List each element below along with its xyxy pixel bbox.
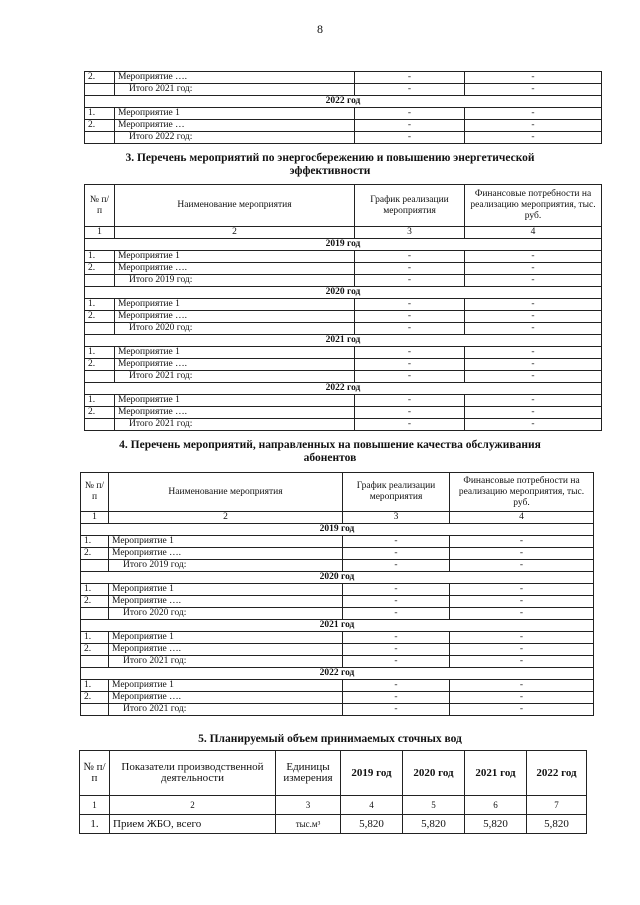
year-row [81, 620, 594, 632]
measure-name: Мероприятие …. [115, 263, 355, 275]
table-row [85, 395, 602, 407]
finance-value: - [465, 419, 602, 431]
schedule-value: - [355, 359, 465, 371]
schedule-value: - [343, 596, 450, 608]
col-number: 6 [465, 796, 527, 815]
row-number: 2. [85, 311, 115, 323]
year-label: 2022 год [81, 668, 594, 680]
header-2021: 2021 год [465, 751, 527, 796]
header-number: № п/п [81, 473, 109, 512]
finance-value: - [465, 395, 602, 407]
total-label: Итого 2022 год: [115, 132, 355, 144]
measure-name: Мероприятие …. [115, 359, 355, 371]
table-row [80, 815, 587, 834]
year-row [85, 96, 602, 108]
finance-value: - [450, 536, 594, 548]
schedule-value: - [355, 299, 465, 311]
finance-value: - [450, 548, 594, 560]
finance-value: - [450, 704, 594, 716]
col-number: 1 [85, 227, 115, 239]
schedule-value: - [343, 584, 450, 596]
header-2022: 2022 год [527, 751, 587, 796]
header-number: № п/п [85, 185, 115, 227]
header-unit: Единицы измерения [276, 751, 341, 796]
measure-name: Мероприятие …. [115, 407, 355, 419]
total-row [81, 656, 594, 668]
continuation-table [84, 71, 602, 144]
col-number: 3 [343, 512, 450, 524]
row-number: 1. [85, 395, 115, 407]
schedule-value: - [343, 560, 450, 572]
measure-name: Мероприятие 1 [115, 251, 355, 263]
year-label: 2021 год [85, 335, 602, 347]
finance-value: - [450, 632, 594, 644]
finance-value: - [465, 72, 602, 84]
col-number: 1 [80, 796, 110, 815]
col-number: 2 [109, 512, 343, 524]
measure-name: Мероприятие 1 [115, 299, 355, 311]
finance-value: - [450, 680, 594, 692]
section3-title [60, 152, 600, 178]
finance-value: - [465, 347, 602, 359]
table-row [85, 108, 602, 120]
row-number [85, 132, 115, 144]
year-row [85, 287, 602, 299]
year-row [85, 335, 602, 347]
table-row [85, 311, 602, 323]
schedule-value: - [343, 632, 450, 644]
measure-name: Мероприятие …. [109, 548, 343, 560]
year-label: 2022 год [85, 383, 602, 395]
schedule-value: - [355, 108, 465, 120]
value-2020: 5,820 [403, 815, 465, 834]
measure-name: Мероприятие …. [115, 72, 355, 84]
year-row [85, 383, 602, 395]
header-name: Наименование мероприятия [115, 185, 355, 227]
total-label: Итого 2021 год: [109, 656, 343, 668]
value-2019: 5,820 [341, 815, 403, 834]
schedule-value: - [355, 84, 465, 96]
col-number: 4 [465, 227, 602, 239]
table-row [85, 359, 602, 371]
section5-title: 5. Планируемый объем принимаемых сточных вод [198, 733, 462, 745]
value-2021: 5,820 [465, 815, 527, 834]
row-number: 1. [85, 108, 115, 120]
total-row [85, 323, 602, 335]
schedule-value: - [343, 680, 450, 692]
schedule-value: - [355, 419, 465, 431]
row-number [85, 275, 115, 287]
measure-name: Мероприятие 1 [109, 632, 343, 644]
measure-name: Мероприятие … [115, 120, 355, 132]
col-number: 7 [527, 796, 587, 815]
schedule-value: - [343, 548, 450, 560]
header-indicator: Показатели производственной деятельности [110, 751, 276, 796]
schedule-value: - [355, 120, 465, 132]
finance-value: - [465, 359, 602, 371]
total-label: Итого 2019 год: [109, 560, 343, 572]
total-row [81, 704, 594, 716]
col-number: 5 [403, 796, 465, 815]
row-number: 1. [85, 347, 115, 359]
year-row [85, 239, 602, 251]
finance-value: - [465, 84, 602, 96]
total-row [81, 608, 594, 620]
row-number [85, 84, 115, 96]
finance-value: - [465, 251, 602, 263]
schedule-value: - [355, 347, 465, 359]
finance-value: - [450, 608, 594, 620]
measure-name: Мероприятие 1 [109, 584, 343, 596]
total-row [85, 419, 602, 431]
schedule-value: - [355, 263, 465, 275]
measure-name: Мероприятие 1 [115, 395, 355, 407]
section4-title-line2: абонентов [303, 452, 357, 464]
schedule-value: - [355, 323, 465, 335]
page-number: 8 [317, 22, 323, 36]
schedule-value: - [343, 536, 450, 548]
finance-value: - [465, 299, 602, 311]
col-number: 2 [115, 227, 355, 239]
measure-name: Мероприятие 1 [115, 347, 355, 359]
year-label: 2020 год [81, 572, 594, 584]
section4-table [80, 472, 594, 716]
finance-value: - [465, 108, 602, 120]
total-label: Итого 2021 год: [115, 84, 355, 96]
finance-value: - [450, 656, 594, 668]
schedule-value: - [355, 275, 465, 287]
finance-value: - [465, 132, 602, 144]
row-number: 1. [81, 680, 109, 692]
col-number: 3 [355, 227, 465, 239]
table-row [85, 299, 602, 311]
section4-title [60, 439, 600, 465]
total-row [85, 84, 602, 96]
finance-value: - [450, 644, 594, 656]
finance-value: - [450, 596, 594, 608]
year-label: 2022 год [85, 96, 602, 108]
row-number: 1. [81, 632, 109, 644]
row-number: 2. [85, 359, 115, 371]
total-row [85, 371, 602, 383]
row-number [85, 419, 115, 431]
year-label: 2021 год [81, 620, 594, 632]
col-number: 2 [110, 796, 276, 815]
schedule-value: - [343, 704, 450, 716]
section4-title-line1: 4. Перечень мероприятий, направленных на повышение качества обслуживания [119, 439, 541, 451]
row-number [81, 608, 109, 620]
schedule-value: - [355, 395, 465, 407]
year-row [81, 524, 594, 536]
row-number: 1. [80, 815, 110, 834]
row-number: 2. [81, 596, 109, 608]
table-row [85, 251, 602, 263]
measure-name: Мероприятие 1 [109, 680, 343, 692]
header-finance: Финансовые потребности на реализацию мероприятия, тыс. руб. [450, 473, 594, 512]
total-label: Итого 2021 год: [115, 419, 355, 431]
header-2020: 2020 год [403, 751, 465, 796]
year-label: 2019 год [85, 239, 602, 251]
header-name: Наименование мероприятия [109, 473, 343, 512]
col-number: 4 [341, 796, 403, 815]
table-row [85, 407, 602, 419]
schedule-value: - [355, 132, 465, 144]
finance-value: - [465, 407, 602, 419]
schedule-value: - [355, 407, 465, 419]
section3-table [84, 184, 602, 431]
unit: тыс.м³ [276, 815, 341, 834]
header-finance: Финансовые потребности на реализацию мероприятия, тыс. руб. [465, 185, 602, 227]
header-schedule: График реализации мероприятия [343, 473, 450, 512]
table-row [81, 548, 594, 560]
table-row [81, 584, 594, 596]
total-row [81, 560, 594, 572]
row-number [81, 656, 109, 668]
col-number: 4 [450, 512, 594, 524]
table-row [81, 644, 594, 656]
table-row [81, 632, 594, 644]
row-number [85, 371, 115, 383]
finance-value: - [450, 584, 594, 596]
section3-title-line1: 3. Перечень мероприятий по энергосбережению и повышению энергетической [125, 152, 535, 164]
row-number [81, 704, 109, 716]
table-row [81, 596, 594, 608]
schedule-value: - [343, 644, 450, 656]
table-row [81, 692, 594, 704]
value-2022: 5,820 [527, 815, 587, 834]
schedule-value: - [343, 656, 450, 668]
total-label: Итого 2021 год: [115, 371, 355, 383]
row-number: 2. [81, 692, 109, 704]
table-row [85, 72, 602, 84]
row-number: 1. [81, 536, 109, 548]
row-number: 1. [85, 251, 115, 263]
row-number: 2. [85, 120, 115, 132]
table-row [85, 120, 602, 132]
section3-title-line2: эффективности [289, 165, 371, 177]
schedule-value: - [343, 608, 450, 620]
col-number: 1 [81, 512, 109, 524]
measure-name: Мероприятие 1 [109, 536, 343, 548]
header-number: № п/п [80, 751, 110, 796]
year-label: 2020 год [85, 287, 602, 299]
header-2019: 2019 год [341, 751, 403, 796]
row-number [85, 323, 115, 335]
row-number: 2. [81, 644, 109, 656]
year-row [81, 668, 594, 680]
table-row [81, 680, 594, 692]
finance-value: - [465, 311, 602, 323]
row-number: 2. [85, 407, 115, 419]
measure-name: Мероприятие 1 [115, 108, 355, 120]
section5-table [79, 750, 587, 834]
measure-name: Мероприятие …. [109, 692, 343, 704]
total-label: Итого 2020 год: [115, 323, 355, 335]
total-label: Итого 2019 год: [115, 275, 355, 287]
total-label: Итого 2020 год: [109, 608, 343, 620]
schedule-value: - [355, 371, 465, 383]
finance-value: - [465, 275, 602, 287]
measure-name: Мероприятие …. [109, 596, 343, 608]
table-row [85, 263, 602, 275]
col-number: 3 [276, 796, 341, 815]
schedule-value: - [355, 251, 465, 263]
row-number [81, 560, 109, 572]
schedule-value: - [343, 692, 450, 704]
row-number: 1. [81, 584, 109, 596]
finance-value: - [450, 560, 594, 572]
table-row [81, 536, 594, 548]
year-label: 2019 год [81, 524, 594, 536]
finance-value: - [465, 371, 602, 383]
indicator-name: Прием ЖБО, всего [110, 815, 276, 834]
row-number: 1. [85, 299, 115, 311]
finance-value: - [465, 263, 602, 275]
row-number: 2. [81, 548, 109, 560]
finance-value: - [465, 323, 602, 335]
row-number: 2. [85, 263, 115, 275]
measure-name: Мероприятие …. [109, 644, 343, 656]
year-row [81, 572, 594, 584]
schedule-value: - [355, 72, 465, 84]
header-schedule: График реализации мероприятия [355, 185, 465, 227]
total-row [85, 132, 602, 144]
schedule-value: - [355, 311, 465, 323]
table-row [85, 347, 602, 359]
total-row [85, 275, 602, 287]
finance-value: - [450, 692, 594, 704]
finance-value: - [465, 120, 602, 132]
total-label: Итого 2021 год: [109, 704, 343, 716]
measure-name: Мероприятие …. [115, 311, 355, 323]
row-number: 2. [85, 72, 115, 84]
